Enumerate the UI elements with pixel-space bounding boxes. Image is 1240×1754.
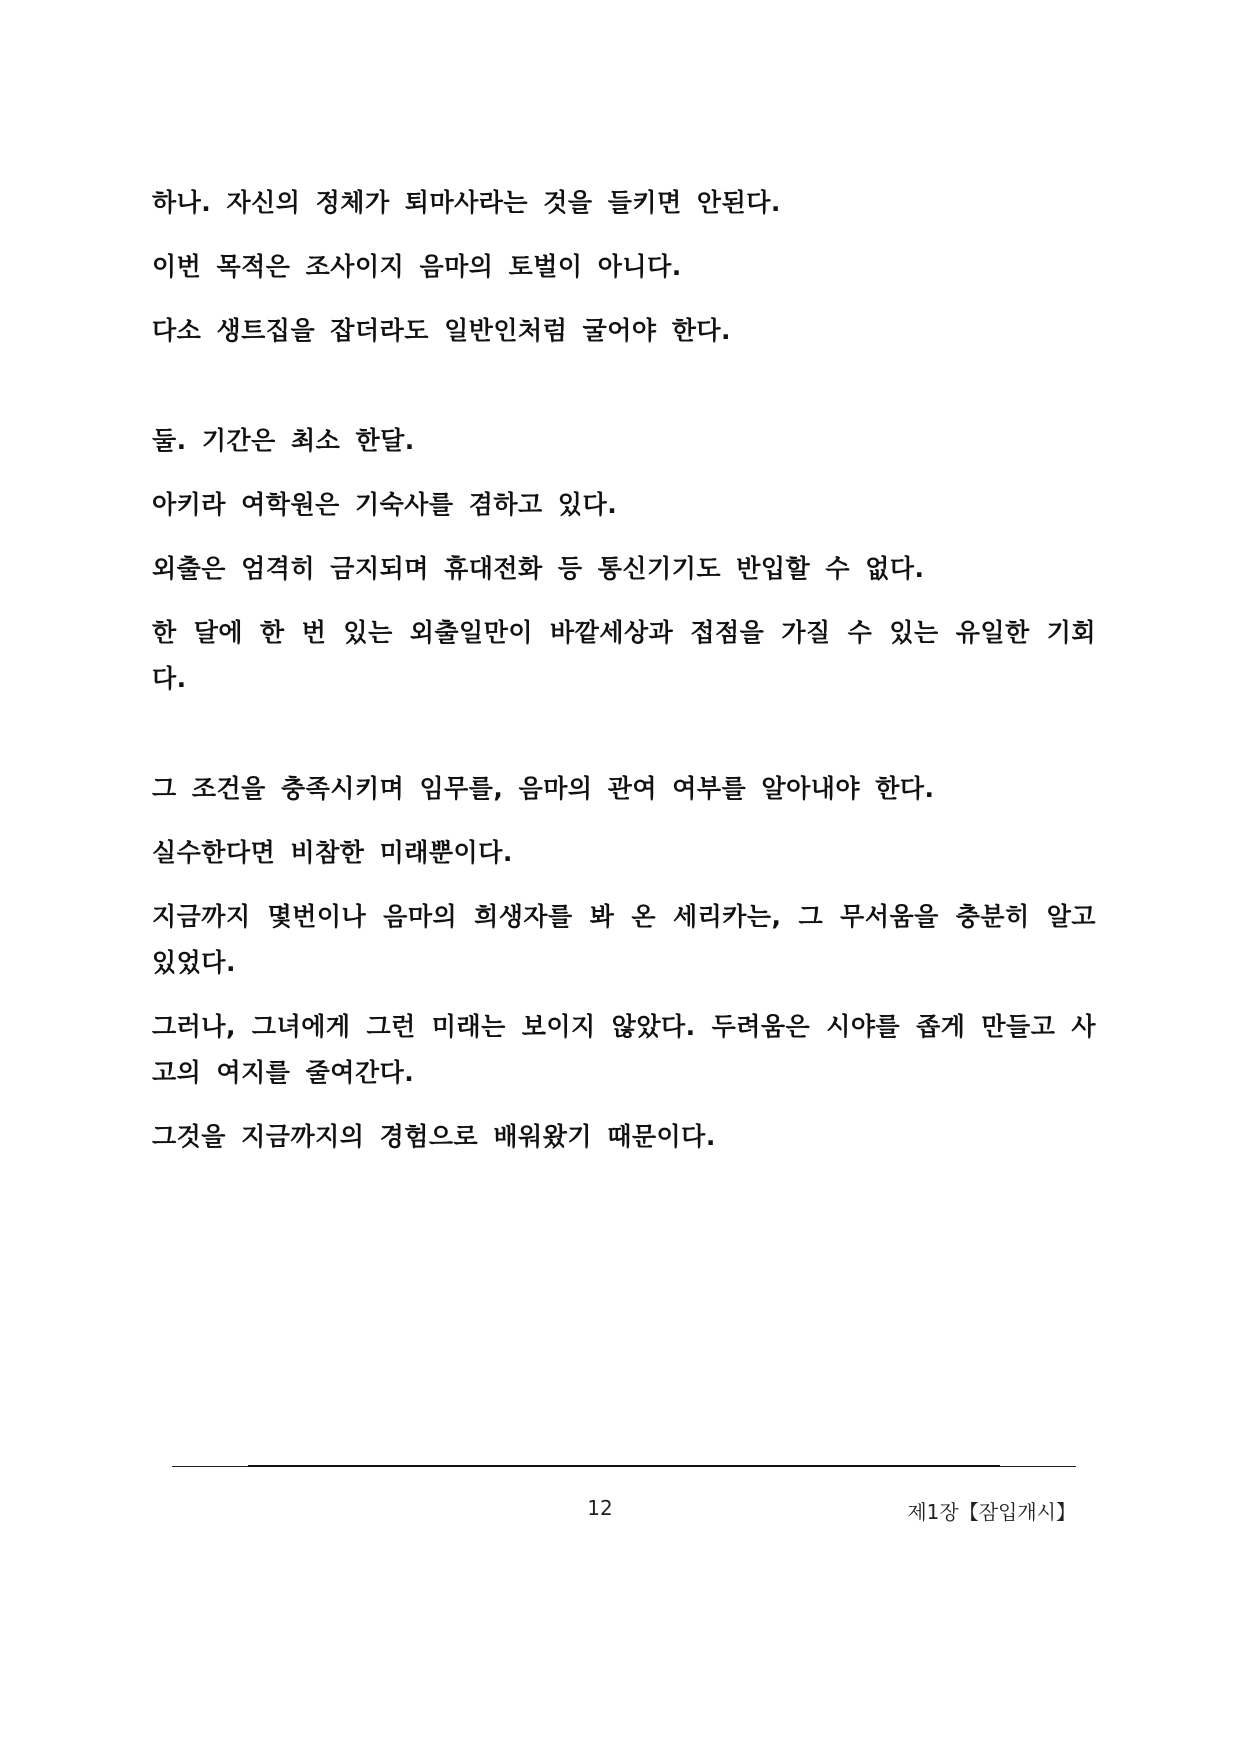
text-line: 외출은 엄격히 금지되며 휴대전화 등 통신기기도 반입할 수 없다.	[152, 554, 925, 583]
text-line: 다소 생트집을 잡더라도 일반인처럼 굴어야 한다.	[152, 316, 732, 345]
text-line: 그 조건을 충족시키며 임무를, 음마의 관여 여부를 알아내야 한다.	[152, 774, 935, 803]
text-line: 그러나, 그녀에게 그런 미래는 보이지 않았다. 두려움은 시야를 좁게 만들고 사고의 여지를 줄여간다.	[152, 1012, 1096, 1087]
paragraph-3	[152, 766, 1096, 1160]
paragraph-2	[152, 418, 1096, 702]
paragraph-1	[152, 180, 1096, 354]
text-line: 이번 목적은 조사이지 음마의 토벌이 아니다.	[152, 252, 682, 281]
text-line: 한 달에 한 번 있는 외출일만이 바깥세상과 접점을 가질 수 있는 유일한 기회다.	[152, 618, 1096, 693]
text-line: 아키라 여학원은 기숙사를 겸하고 있다.	[152, 490, 618, 519]
footer-divider-accent	[248, 1465, 1000, 1467]
text-line: 하나. 자신의 정체가 퇴마사라는 것을 들키면 안된다.	[152, 188, 781, 217]
text-line: 둘. 기간은 최소 한달.	[152, 426, 415, 455]
page-number: 12	[587, 1496, 613, 1520]
body-text	[152, 180, 1096, 1160]
chapter-title: 제1장【잠입개시】	[907, 1500, 1076, 1524]
text-line: 실수한다면 비참한 미래뿐이다.	[152, 838, 513, 867]
text-line: 지금까지 몇번이나 음마의 희생자를 봐 온 세리카는, 그 무서움을 충분히 알고 있었다.	[152, 902, 1096, 977]
text-line: 그것을 지금까지의 경험으로 배워왔기 때문이다.	[152, 1122, 716, 1151]
